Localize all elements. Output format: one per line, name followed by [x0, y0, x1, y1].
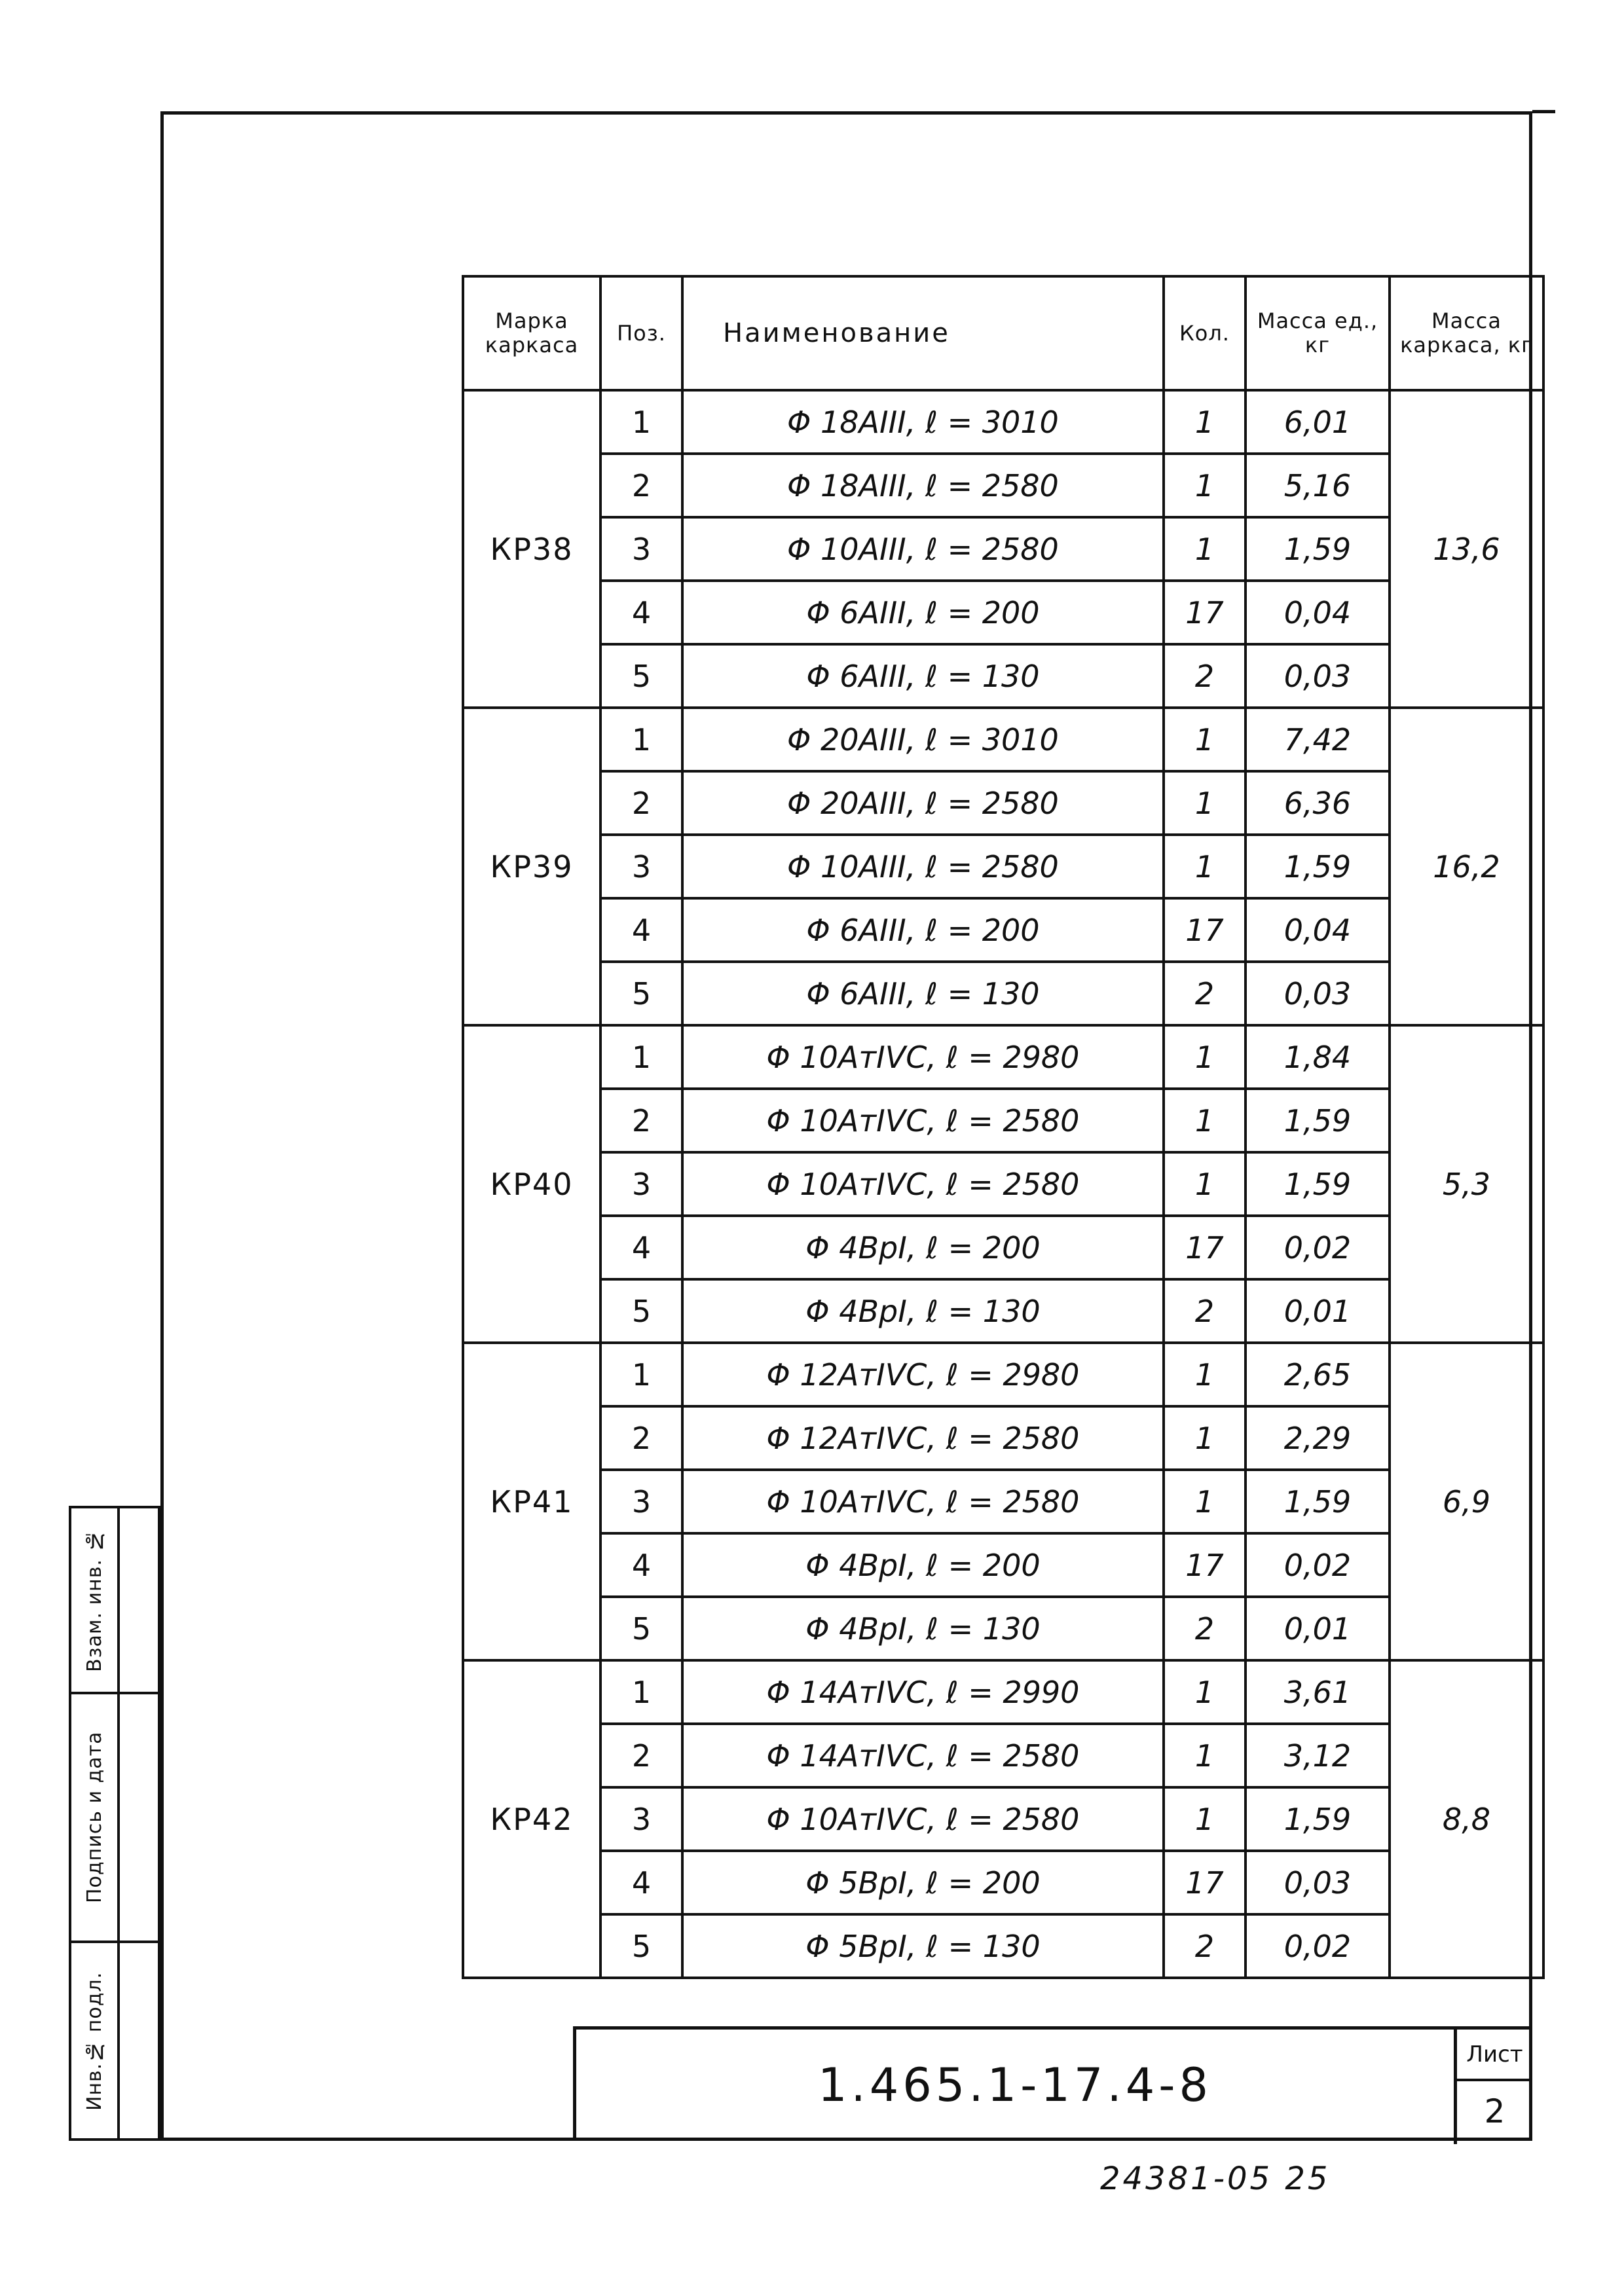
cell-unit-mass: 3,12: [1246, 1724, 1390, 1787]
cell-qty: 17: [1164, 898, 1246, 962]
cell-unit-mass: 1,59: [1246, 1089, 1390, 1152]
cell-qty: 1: [1164, 1089, 1246, 1152]
cell-pos: 1: [600, 708, 682, 771]
cell-qty: 1: [1164, 454, 1246, 517]
cell-pos: 2: [600, 454, 682, 517]
cell-unit-mass: 3,61: [1246, 1660, 1390, 1724]
cell-pos: 1: [600, 1660, 682, 1724]
cell-qty: 1: [1164, 1724, 1246, 1787]
side-label-signature-date: Подпись и дата: [83, 1731, 106, 1904]
cell-name: Φ 10AтIVС, ℓ = 2980: [682, 1025, 1164, 1089]
cell-unit-mass: 7,42: [1246, 708, 1390, 771]
cell-unit-mass: 1,59: [1246, 1152, 1390, 1216]
cell-pos: 3: [600, 835, 682, 898]
cell-qty: 2: [1164, 962, 1246, 1025]
cell-name: Φ 14AтIVС, ℓ = 2990: [682, 1660, 1164, 1724]
cell-name: Φ 5ВрI, ℓ = 130: [682, 1914, 1164, 1978]
cell-qty: 1: [1164, 1025, 1246, 1089]
table-row: [463, 1914, 1543, 1978]
cell-unit-mass: 1,59: [1246, 835, 1390, 898]
cell-unit-mass: 0,04: [1246, 581, 1390, 644]
cell-pos: 3: [600, 1787, 682, 1851]
cell-name: Φ 20AIII, ℓ = 3010: [682, 708, 1164, 771]
cell-name: Φ 14AтIVС, ℓ = 2580: [682, 1724, 1164, 1787]
table-row: [463, 1597, 1543, 1660]
table-row: [463, 898, 1543, 962]
table-row: [463, 1152, 1543, 1216]
table-row: [463, 1025, 1543, 1089]
table-row: [463, 1851, 1543, 1914]
sheet-number: 2: [1484, 2092, 1505, 2130]
header-pos: Поз.: [600, 276, 682, 390]
cell-total-mass: 5,3: [1390, 1025, 1543, 1343]
cell-unit-mass: 0,03: [1246, 644, 1390, 708]
cell-unit-mass: 0,02: [1246, 1533, 1390, 1597]
side-label-inv-podl: Инв.№ подл.: [83, 1971, 106, 2111]
table-row: [463, 1406, 1543, 1470]
table-row: [463, 1787, 1543, 1851]
cell-pos: 1: [600, 390, 682, 454]
table-row: [463, 454, 1543, 517]
cell-total-mass: 6,9: [1390, 1343, 1543, 1660]
table-row: [463, 1216, 1543, 1279]
cell-unit-mass: 0,03: [1246, 962, 1390, 1025]
cell-pos: 5: [600, 1279, 682, 1343]
table-row: [463, 1660, 1543, 1724]
cell-name: Φ 10AтIVС, ℓ = 2580: [682, 1787, 1164, 1851]
cell-unit-mass: 1,59: [1246, 517, 1390, 581]
cell-name: Φ 6AIII, ℓ = 130: [682, 644, 1164, 708]
cell-total-mass: 13,6: [1390, 390, 1543, 708]
table-row: [463, 1533, 1543, 1597]
cell-qty: 2: [1164, 1597, 1246, 1660]
table-body: [463, 390, 1543, 1978]
cell-pos: 4: [600, 1216, 682, 1279]
cell-name: Φ 12AтIVС, ℓ = 2580: [682, 1406, 1164, 1470]
table-row: [463, 390, 1543, 454]
cell-name: Φ 10AтIVС, ℓ = 2580: [682, 1152, 1164, 1216]
cell-qty: 1: [1164, 1470, 1246, 1533]
header-unit-mass: Масса ед., кг: [1246, 276, 1390, 390]
cell-pos: 4: [600, 898, 682, 962]
cell-pos: 3: [600, 517, 682, 581]
header-mark: Марка каркаса: [463, 276, 600, 390]
cell-unit-mass: 0,02: [1246, 1216, 1390, 1279]
cell-pos: 3: [600, 1470, 682, 1533]
table-row: [463, 644, 1543, 708]
cell-name: Φ 6AIII, ℓ = 200: [682, 898, 1164, 962]
cell-qty: 17: [1164, 1851, 1246, 1914]
cell-unit-mass: 6,01: [1246, 390, 1390, 454]
cell-qty: 1: [1164, 1152, 1246, 1216]
cell-unit-mass: 1,59: [1246, 1787, 1390, 1851]
header-total-mass: Масса каркаса, кг: [1390, 276, 1543, 390]
cell-pos: 4: [600, 1533, 682, 1597]
cell-pos: 1: [600, 1025, 682, 1089]
table-row: [463, 962, 1543, 1025]
cell-unit-mass: 0,01: [1246, 1597, 1390, 1660]
cell-name: Φ 10AIII, ℓ = 2580: [682, 835, 1164, 898]
cell-qty: 1: [1164, 1787, 1246, 1851]
cell-name: Φ 6AIII, ℓ = 200: [682, 581, 1164, 644]
cell-name: Φ 4ВрI, ℓ = 130: [682, 1279, 1164, 1343]
table-row: [463, 517, 1543, 581]
cell-pos: 5: [600, 1597, 682, 1660]
cell-name: Φ 18AIII, ℓ = 2580: [682, 454, 1164, 517]
cell-mark: КР38: [463, 390, 600, 708]
cell-name: Φ 12AтIVС, ℓ = 2980: [682, 1343, 1164, 1406]
table-row: [463, 1089, 1543, 1152]
cell-qty: 1: [1164, 1660, 1246, 1724]
cell-unit-mass: 0,03: [1246, 1851, 1390, 1914]
cell-qty: 17: [1164, 581, 1246, 644]
cell-name: Φ 5ВрI, ℓ = 200: [682, 1851, 1164, 1914]
cell-qty: 1: [1164, 1406, 1246, 1470]
cell-pos: 5: [600, 644, 682, 708]
cell-pos: 2: [600, 1089, 682, 1152]
cell-qty: 1: [1164, 708, 1246, 771]
cell-pos: 5: [600, 962, 682, 1025]
cell-unit-mass: 0,02: [1246, 1914, 1390, 1978]
title-block: [573, 2026, 1532, 2141]
cell-unit-mass: 1,84: [1246, 1025, 1390, 1089]
table-row: [463, 1343, 1543, 1406]
cell-unit-mass: 6,36: [1246, 771, 1390, 835]
cell-name: Φ 6AIII, ℓ = 130: [682, 962, 1164, 1025]
cell-qty: 2: [1164, 1279, 1246, 1343]
cell-unit-mass: 0,01: [1246, 1279, 1390, 1343]
cell-pos: 1: [600, 1343, 682, 1406]
cell-pos: 5: [600, 1914, 682, 1978]
footer-number: 24381-05 25: [1100, 2160, 1331, 2197]
cell-unit-mass: 2,29: [1246, 1406, 1390, 1470]
cell-pos: 3: [600, 1152, 682, 1216]
cell-name: Φ 20AIII, ℓ = 2580: [682, 771, 1164, 835]
cell-name: Φ 4ВрI, ℓ = 200: [682, 1533, 1164, 1597]
cell-qty: 1: [1164, 771, 1246, 835]
cell-pos: 4: [600, 1851, 682, 1914]
cell-name: Φ 4ВрI, ℓ = 130: [682, 1597, 1164, 1660]
sheet-label: Лист: [1457, 2030, 1532, 2081]
cell-total-mass: 16,2: [1390, 708, 1543, 1025]
table-row: [463, 1470, 1543, 1533]
sheet-box: [1454, 2030, 1532, 2144]
cell-qty: 1: [1164, 1343, 1246, 1406]
cell-qty: 1: [1164, 390, 1246, 454]
cell-qty: 17: [1164, 1216, 1246, 1279]
cell-qty: 17: [1164, 1533, 1246, 1597]
cell-unit-mass: 0,04: [1246, 898, 1390, 962]
cell-mark: КР41: [463, 1343, 600, 1660]
frame-top-extension: [1532, 110, 1555, 113]
cell-pos: 2: [600, 771, 682, 835]
side-label-vzam-inv: Взам. инв. №: [83, 1528, 106, 1672]
cell-qty: 2: [1164, 644, 1246, 708]
specification-table: [462, 275, 1545, 1979]
cell-pos: 2: [600, 1724, 682, 1787]
cell-unit-mass: 5,16: [1246, 454, 1390, 517]
cell-name: Φ 18AIII, ℓ = 3010: [682, 390, 1164, 454]
cell-name: Φ 10AтIVС, ℓ = 2580: [682, 1470, 1164, 1533]
cell-qty: 1: [1164, 835, 1246, 898]
cell-total-mass: 8,8: [1390, 1660, 1543, 1978]
cell-name: Φ 10AIII, ℓ = 2580: [682, 517, 1164, 581]
header-name: Наименование: [682, 276, 1164, 390]
cell-pos: 2: [600, 1406, 682, 1470]
cell-unit-mass: 1,59: [1246, 1470, 1390, 1533]
table-row: [463, 771, 1543, 835]
cell-qty: 1: [1164, 517, 1246, 581]
header-qty: Кол.: [1164, 276, 1246, 390]
table-row: [463, 1724, 1543, 1787]
cell-mark: КР39: [463, 708, 600, 1025]
cell-mark: КР40: [463, 1025, 600, 1343]
table-row: [463, 835, 1543, 898]
cell-unit-mass: 2,65: [1246, 1343, 1390, 1406]
table-row: [463, 1279, 1543, 1343]
document-code: 1.465.1-17.4-8: [817, 2058, 1213, 2112]
cell-mark: КР42: [463, 1660, 600, 1978]
side-stamp: [69, 1506, 160, 2141]
cell-pos: 4: [600, 581, 682, 644]
table-row: [463, 708, 1543, 771]
table-header-row: [463, 276, 1543, 390]
cell-name: Φ 10AтIVС, ℓ = 2580: [682, 1089, 1164, 1152]
cell-qty: 2: [1164, 1914, 1246, 1978]
table-row: [463, 581, 1543, 644]
cell-name: Φ 4ВрI, ℓ = 200: [682, 1216, 1164, 1279]
